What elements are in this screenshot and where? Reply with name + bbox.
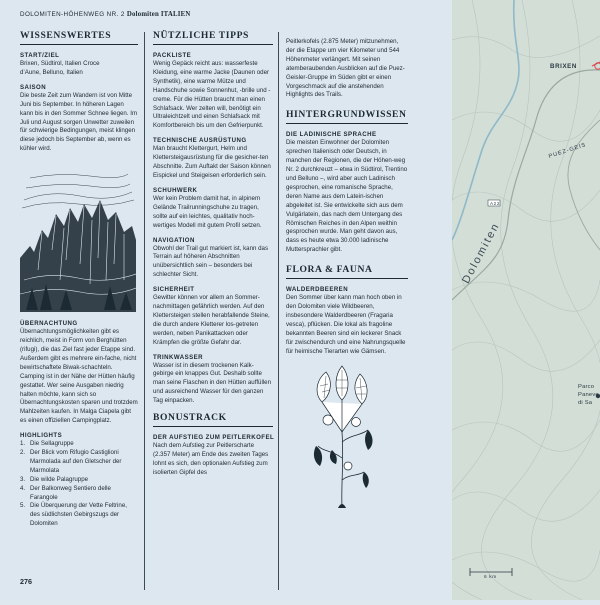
- map-label-parco-line: Paneve: [578, 392, 599, 398]
- section-heading: HINTERGRUNDWISSEN: [286, 109, 408, 124]
- list-item: [20, 485, 138, 503]
- list-item: [20, 449, 138, 476]
- paragraph: Übernachtungsmöglichkeiten gibt es reichlich, meist in Form von Berghütten (rifugi), die das Ziel fast jeder Etappe sind. Außerdem gibt es mehrere ein-fache, nicht bewirtschaftete Biwak-schachteln. Camping ist in der Nähe der Hütten häufig gestattet. Wer seine Ausgaben niedrig halten möchte, kann sich so Übernachtungskosten sparen und trotzdem Mahlzeiten kaufen. In Malga Ciapela gibt es einen offiziellen Campingplatz.: [20, 328, 138, 425]
- paragraph: Den Sommer über kann man hoch oben in den Dolomiten viele Wildbeeren, insbesondere Walderdbeeren (Fragaria vesca), pflücken. Die lokal als fragoline bekannten Beeren sind ein leckerer Snack für zwischendurch und eine Nahrungsquelle für heimische Tierarten wie Gämsen.: [286, 294, 406, 355]
- subheading: SCHUHWERK: [153, 186, 198, 194]
- map-label-dolomiten: Dolomiten: [460, 220, 503, 286]
- paragraph: Die beste Zeit zum Wandern ist von Mitte Juni bis September. In höheren Lagen kann bis in den Sommer Schnee liegen. Im Juli und August sorgen Unwetter zuweilen für schwierige Bedingungen, meist klingen diese jedoch bis September ab, wenn es kühler wird.: [20, 91, 138, 153]
- map-label-parco-line: di Sa: [578, 400, 593, 406]
- subheading: SAISON: [20, 83, 47, 91]
- subheading: NAVIGATION: [153, 236, 195, 244]
- strawberry-plant-illustration: [308, 362, 378, 510]
- list-number: 4.: [20, 484, 26, 492]
- paragraph: Wer kein Problem damit hat, in alpinem Gelände Trailrunningschuhe zu tragen, sollte auf ein leichtes, qualitativ hoch-wertiges Modell mit gutem Profil setzen.: [153, 194, 262, 229]
- paragraph: Brixen, Südtirol, Italien Croce d’Aune, Belluno, Italien: [20, 60, 100, 76]
- list-number: 2.: [20, 449, 26, 457]
- subheading: DER AUFSTIEG ZUM PEITLERKOFEL: [153, 434, 275, 442]
- list-item: [20, 502, 138, 529]
- paragraph: Man braucht Klettergurt, Helm und Klettersteigausrüstung für die gesicher-ten Abschnitte. Zum Auftakt der Saison können Eispickel und Steigeisen erforderlich sein.: [153, 145, 271, 179]
- list-number: 5.: [20, 502, 26, 510]
- paragraph: Wenig Gepäck reicht aus: wasserfeste Kleidung, eine warme Jacke (Daunen oder Synthetik), eine warme Mütze und Handschuhe sowie Sonnenhut, -brille und -creme. Für die Hütten braucht man einen Schlafsack. Wer zelten will, benötigt ein Ultraleichtzelt und einen Schlafsack mit Komfortbereich bis um den Gefrierpunkt.: [153, 60, 271, 130]
- paragraph: Peitlerkofels (2.875 Meter) mitzunehmen, der die Etappe um vier Kilometer und 544 Höhenmeter verlängert. Mit seinen atemberaubenden Ausblicken auf die Puez-Geisler-Gruppe im Süden gibt er einen Vorgeschmack auf die anstehenden Highlights des Trails.: [286, 38, 405, 99]
- paragraph: Die meisten Einwohner der Dolomiten sprechen Italienisch oder Deutsch, in manchen der Regionen, die der Höhen-weg Nr. 2 durchkreuzt – etwa in Südtirol, Trentino und Belluno –, wird aber auch Ladinisch gesprochen, eine romanische Sprache, deren Name aus dem Latein-ischen abgeleitet ist. Sie entwickelte sich aus dem Vulgärlatein, das nach dem Untergang des Römischen Reiches in den Alpen weithin gesprochen wurde. Man geht davon aus, dass es heute etwa 30.000 ladinische Muttersprachler gibt.: [286, 139, 408, 254]
- subheading: HIGHLIGHTS: [20, 432, 63, 440]
- subheading: WALDERDBEEREN: [286, 286, 349, 294]
- map-label-parco-line: Parco: [578, 384, 595, 390]
- list-item: [20, 476, 138, 485]
- map-label-puez: PUEZ-GEIS: [548, 142, 588, 160]
- list-text: Die wilde Palagruppe: [30, 475, 89, 483]
- list-number: 1.: [20, 440, 26, 448]
- column-wissenswertes: [20, 30, 138, 529]
- paragraph: Nach dem Aufstieg zur Peitlerscharte (2.357 Meter) am Ende des zweiten Tages lohnt es sich, den optionalen Aufstieg zum isolierten Gipfel des: [153, 442, 269, 476]
- column-hintergrund: [286, 38, 408, 510]
- map-label-road: A22: [490, 201, 500, 206]
- subheading: START/ZIEL: [20, 52, 60, 59]
- mountain-engraving: [20, 160, 136, 312]
- section-heading: NÜTZLICHE TIPPS: [153, 30, 273, 45]
- subheading: PACKLISTE: [153, 52, 192, 59]
- map-terrain: [452, 0, 600, 600]
- running-head-title: Dolomiten ITALIEN: [126, 11, 191, 18]
- column-tipps: [153, 30, 273, 484]
- section-heading: FLORA & FAUNA: [286, 264, 408, 279]
- list-item: [20, 440, 138, 449]
- map-label-brixen: BRIXEN: [550, 63, 577, 70]
- map-label-parco: [578, 383, 599, 407]
- list-text: Der Balkonweg Sentiero delle Farangole: [30, 484, 111, 501]
- highlights-list: [20, 440, 138, 529]
- section-heading: WISSENSWERTES: [20, 30, 138, 45]
- map-scale-label: 6 km: [484, 575, 497, 580]
- paragraph: Gewitter können vor allem an Sommer-nachmittagen gefährlich werden. Auf den Klettersteigen stellen herabfallende Steine, die durch andere Kletterer los-getreten werden, neben Panikattacken oder Krämpfen die größte Gefahr dar.: [153, 294, 270, 346]
- running-head-prefix: DOLOMITEN-HÖHENWEG NR. 2: [20, 11, 125, 18]
- subheading: TECHNISCHE AUSRÜSTUNG: [153, 137, 247, 145]
- section-heading: BONUSTRACK: [153, 412, 273, 427]
- paragraph: Wasser ist in diesem trockenen Kalk-gebirge ein knappes Gut. Deshalb sollte man seine Flaschen in den Hütten auffüllen und ausreichend Wasser für den ganzen Tag einpacken.: [153, 361, 272, 405]
- subheading: ÜBERNACHTUNG: [20, 320, 78, 328]
- paragraph: Obwohl der Trail gut markiert ist, kann das Terrain auf höheren Abschnitten unübersichtlich sein – besonders bei schlechter Sicht.: [153, 244, 269, 279]
- list-number: 3.: [20, 475, 26, 483]
- subheading: TRINKWASSER: [153, 353, 203, 361]
- list-text: Der Blick vom Rifugio Castiglioni Marmolada auf den Gletscher der Marmolata: [30, 449, 122, 474]
- running-head: [20, 11, 190, 18]
- subheading: SICHERHEIT: [153, 286, 195, 294]
- column-divider: [278, 32, 279, 590]
- list-text: Die Überquerung der Vette Feltrine, des südlichsten Gebirgszugs der Dolomiten: [30, 502, 127, 528]
- route-map: [452, 0, 600, 600]
- subheading: DIE LADINISCHE SPRACHE: [286, 131, 377, 139]
- list-text: Die Sellagruppe: [30, 440, 74, 448]
- page-number: 276: [20, 577, 32, 586]
- column-divider: [144, 32, 145, 590]
